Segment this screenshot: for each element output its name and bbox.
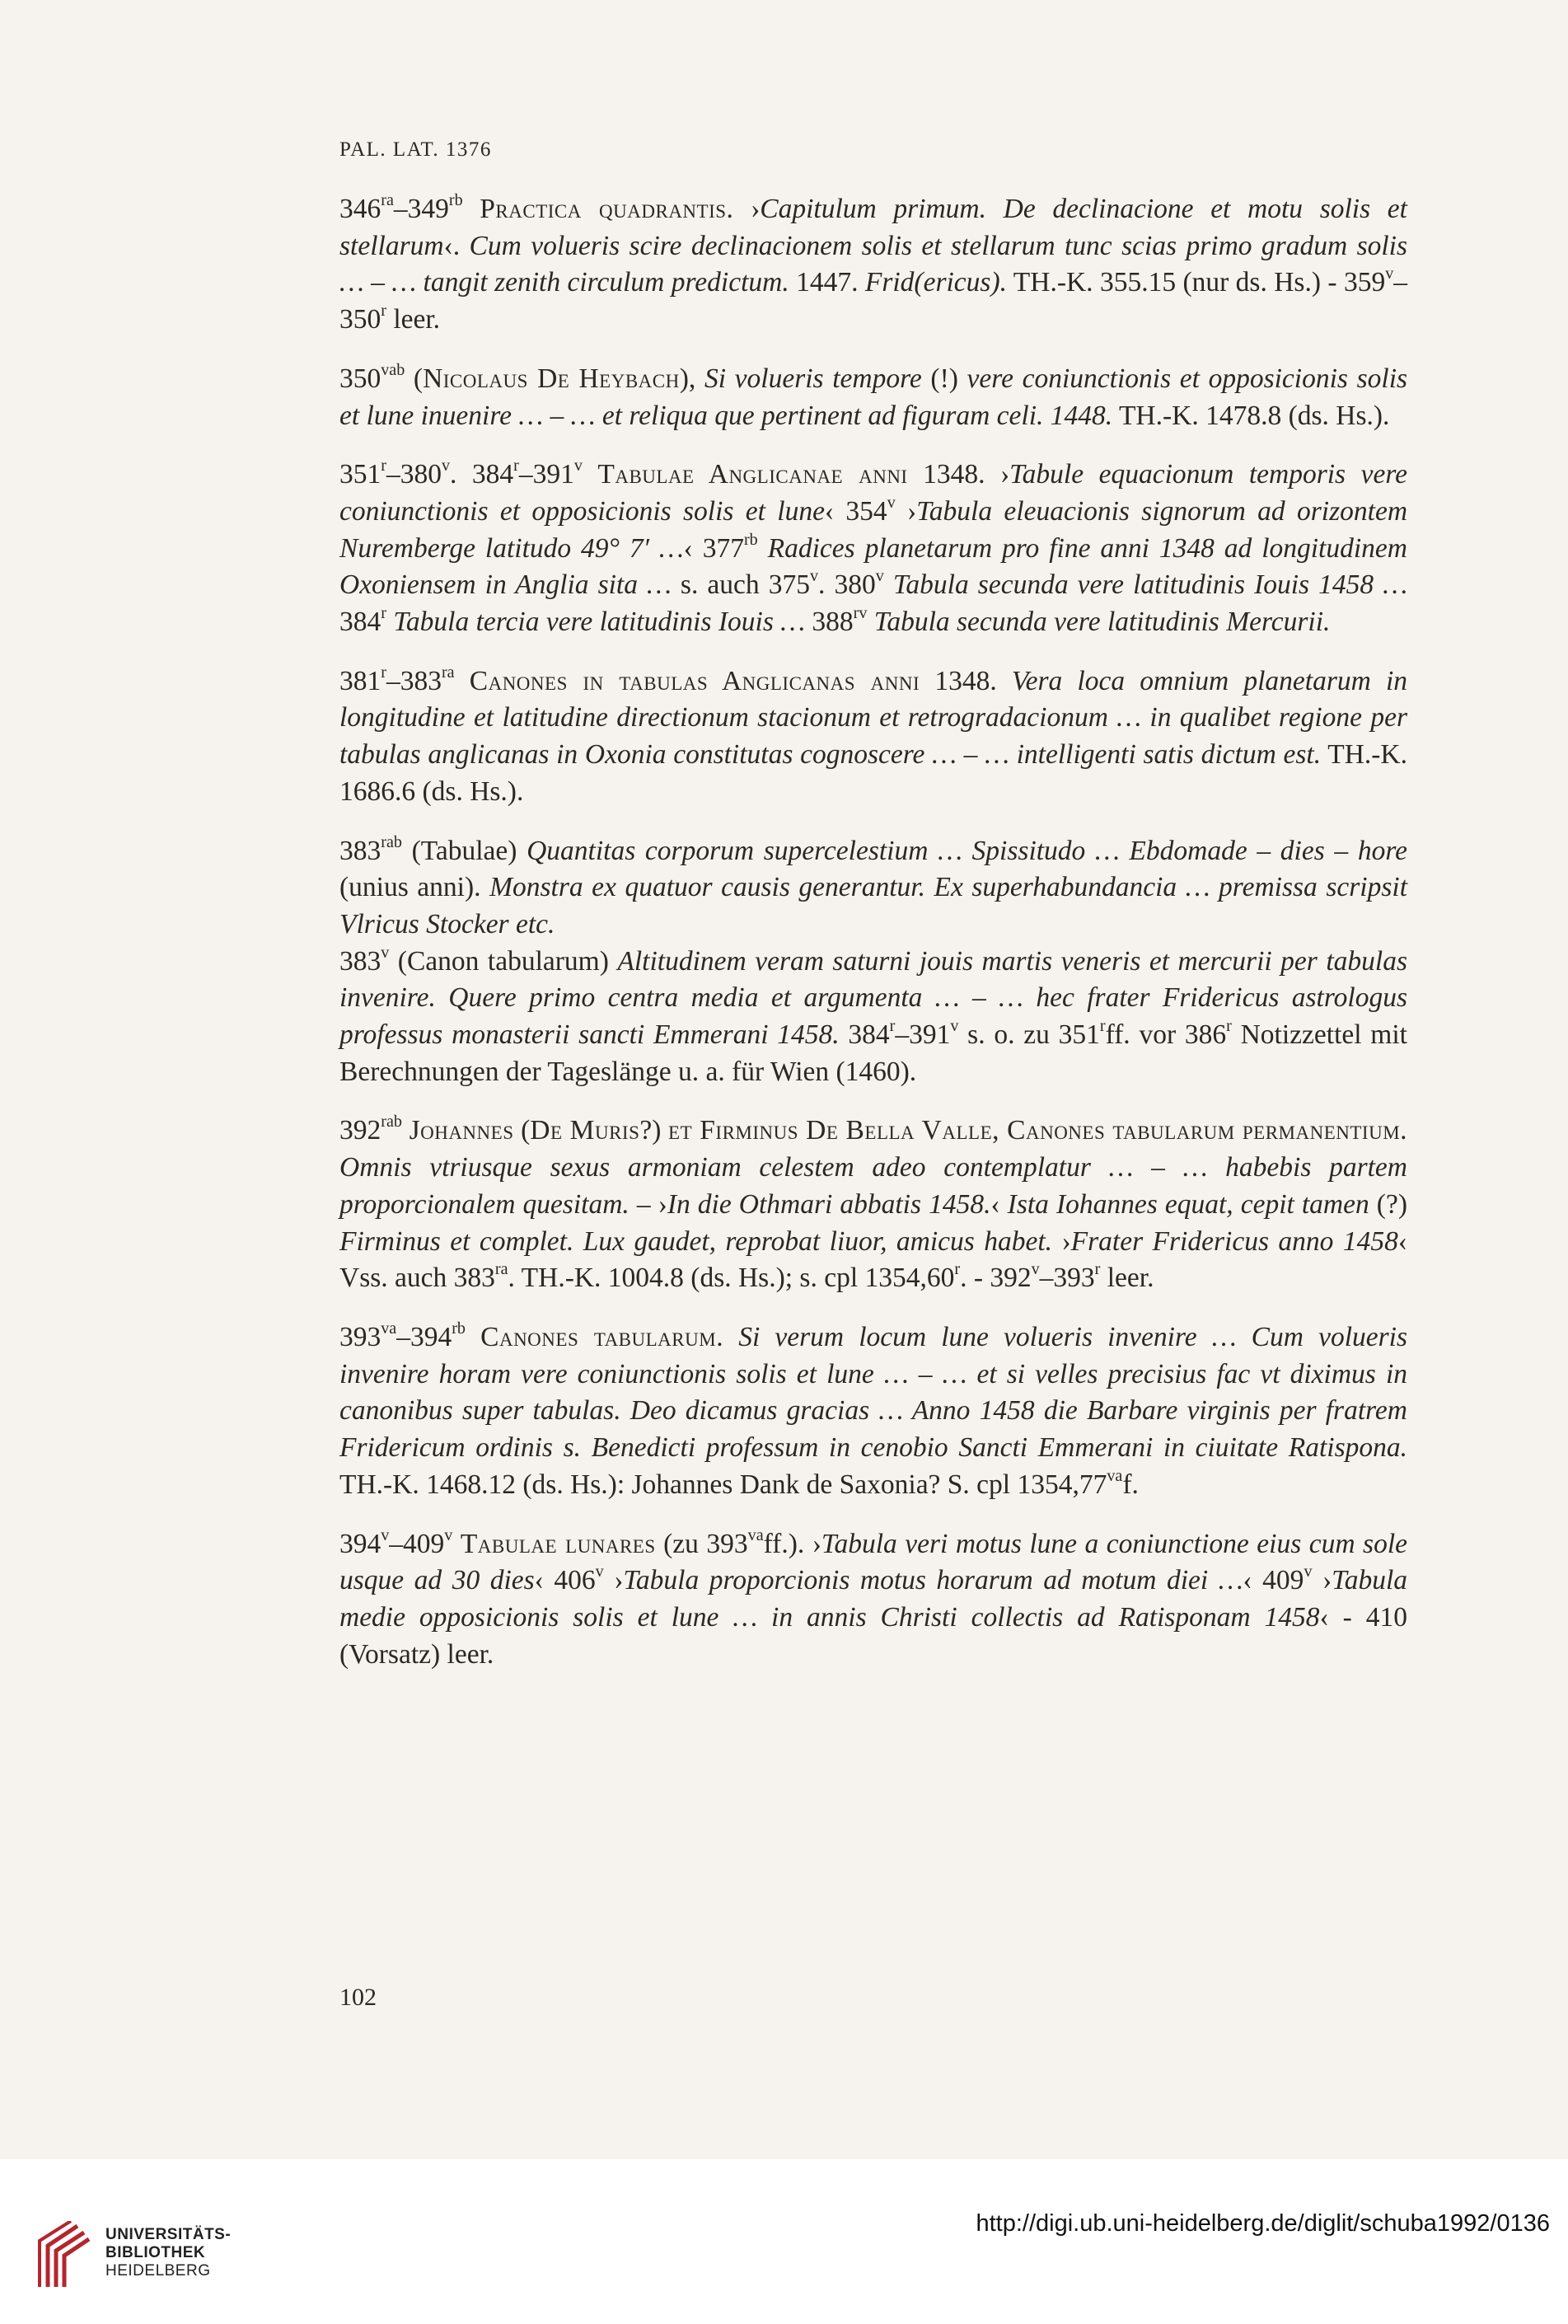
incipit-text: Ista Iohannes equat, cepit tamen (1007, 1188, 1369, 1220)
entry-text (723, 1322, 738, 1352)
entry-text (463, 194, 480, 224)
incipit-text: Tabula secunda vere latitudinis Iouis 1458 … (892, 569, 1408, 601)
catalog-entry (339, 191, 1407, 339)
incipit-text: Altitudinem veram saturni jouis martis veneris et mercurii per tabulas invenire. Quere primo centra media et argumenta … – … hec frater Fridericus astrologus professus monasterii sancti Emmerani 1458. (339, 945, 1407, 1051)
entry-text: TH.-K. 1468.12 (ds. Hs.): Johannes Dank de Saxonia? S. cpl 1354,77 (339, 1469, 1107, 1500)
incipit-text: Vera loca omnium planetarum in longitudine et latitudine directionum stacionum et retrogradacionum … in qualibet regione per tabulas anglicanas in Oxonia constitutas cognoscere … – … intelligenti satis dictum est. (339, 665, 1408, 771)
entry-text: 384 (339, 607, 381, 638)
entry-text (455, 666, 470, 696)
entry-text: 384 (839, 1019, 890, 1051)
entry-text: (zu 393 (655, 1528, 748, 1559)
entry-text: (!) (921, 363, 967, 394)
library-name-line1: UNIVERSITÄTS- (105, 2226, 232, 2243)
entry-text: ‹ 409 (1243, 1565, 1304, 1596)
catalog-entry (339, 1113, 1407, 1297)
folio-superscript: v (441, 457, 450, 476)
entry-text: – › (629, 1188, 667, 1220)
entry-text: ( (513, 1115, 531, 1146)
entry-text (583, 459, 598, 490)
entry-text: –391 (518, 459, 574, 490)
entry-text: ?) (639, 1115, 669, 1146)
entry-text: . 384 (450, 459, 514, 490)
entry-text: 383 (339, 835, 381, 866)
entry-text: TH.-K. 1686.6 (ds. Hs.). (339, 739, 1407, 807)
entry-text: 1447. (789, 267, 865, 298)
incipit-text: Frater Fridericus anno 1458 (1070, 1225, 1398, 1257)
entry-text: 388 (805, 607, 854, 638)
entry-text: s. auch 375 (671, 569, 810, 601)
entry-text (867, 607, 873, 637)
incipit-text: Tabula proporcionis motus horarum ad motum diei … (623, 1565, 1243, 1596)
entry-text (402, 1115, 410, 1146)
incipit-text: Frid(ericus). (864, 267, 1007, 298)
folio-superscript: ra (494, 1260, 508, 1279)
entry-text: › (1312, 1565, 1332, 1596)
catalog-text (339, 191, 1407, 1695)
catalog-entry (339, 833, 1407, 944)
folio-superscript: r (381, 603, 386, 622)
entry-text: (unius anni). (339, 872, 490, 903)
entry-text: 381 (339, 665, 381, 696)
folio-superscript: v (573, 457, 583, 476)
library-name-line2: BIBLIOTHEK (105, 2244, 206, 2261)
incipit-text: Tabula eleuacionis signorum ad orizontem Nuremberge latitudo 49° 7′ … (339, 495, 1408, 564)
entry-text (758, 533, 768, 564)
incipit-text: Firminus et complet. Lux gaudet, reprobat liuor, amicus habet. (339, 1225, 1053, 1257)
title-smallcaps: et Firminus De Bella Valle, Canones tabularum permanentium. (668, 1115, 1408, 1146)
incipit-text: Si verum locum lune volueris invenire … Cum volueris invenire horam vere coniunctionis solis et lune … – … et si velles precisius fac vt diximus in canonibus super tabulas. Deo dicamus gracias … Anno 1458 die Barbare virginis per fratrem Fridericum ordinis s. Benedicti professum in cenobio Sancti Emmerani in ciuitate Ratispona. (339, 1321, 1408, 1464)
folio-superscript: r (954, 1260, 961, 1279)
folio-superscript: r (1226, 1017, 1232, 1035)
entry-text: 393 (339, 1321, 381, 1352)
folio-superscript: va (747, 1525, 764, 1544)
catalog-entry (339, 1319, 1407, 1504)
folio-superscript: r (513, 457, 519, 476)
incipit-text: vere coniunctionis et opposicionis solis et lune inuenire … – … et reliqua que pertinent ad figuram celi. 1448. (339, 363, 1408, 431)
catalog-entry (339, 663, 1407, 811)
catalog-entry (339, 457, 1407, 641)
entry-text: 383 (339, 945, 381, 977)
entry-text: –350 (339, 267, 1407, 335)
entry-text: ‹ (990, 1188, 1008, 1220)
entry-text: ‹ 377 (683, 532, 744, 564)
entry-text: › (733, 194, 761, 224)
folio-superscript: v (1031, 1260, 1040, 1279)
entry-text: . 380 (818, 569, 876, 601)
folio-superscript: rab (381, 1113, 402, 1132)
incipit-text: Tabule equacionum temporis vere coniunctionis et opposicionis solis et lune (339, 459, 1407, 527)
entry-text: –391 (895, 1019, 951, 1051)
source-url-link[interactable]: http://digi.ub.uni-heidelberg.de/diglit/schuba1992/0136 (976, 2210, 1550, 2237)
incipit-text: Tabula tercia vere latitudinis Iouis … (393, 607, 806, 638)
entry-text: leer. (1100, 1263, 1154, 1294)
folio-superscript: rv (853, 603, 868, 622)
title-smallcaps: Tabulae lunares (460, 1528, 656, 1559)
incipit-text: Omnis vtriusque sexus armoniam celestem adeo contemplatur … – … habebis partem proporcionalem quesitam. (339, 1152, 1407, 1220)
entry-text: . - 392 (960, 1263, 1032, 1294)
entry-text: (Canon tabularum) (389, 945, 618, 977)
incipit-text: In die Othmari abbatis 1458. (667, 1188, 991, 1220)
incipit-text: Tabula secunda vere latitudinis Mercurii. (873, 607, 1331, 638)
folio-superscript: v (1385, 265, 1394, 283)
incipit-text: Tabula medie opposicionis solis et lune … in annis Christi collectis ad Ratisponam 1458 (339, 1565, 1408, 1633)
folio-superscript: v (875, 567, 884, 586)
folio-superscript: v (444, 1525, 453, 1544)
entry-text: –383 (386, 665, 442, 696)
title-smallcaps: Tabulae Anglicanae anni (597, 459, 908, 490)
catalog-entry (339, 944, 1407, 1091)
entry-text: s. o. zu 351 (958, 1019, 1100, 1051)
entry-text: › (1052, 1225, 1071, 1257)
entry-text: ‹ - 410 (Vorsatz) leer. (339, 1601, 1407, 1670)
incipit-text: Si volueris tempore (704, 363, 922, 394)
folio-superscript: va (1107, 1466, 1123, 1485)
entry-text: › (603, 1565, 624, 1596)
title-smallcaps: Nicolaus De Heybach (423, 363, 680, 394)
catalog-entry (339, 1526, 1407, 1674)
folio-superscript: rb (743, 530, 758, 549)
entry-text: Notizzettel mit Berechnungen der Tageslänge u. a. für Wien (1460). (339, 1019, 1407, 1087)
folio-superscript: v (381, 1525, 390, 1544)
folio-superscript: r (381, 302, 386, 321)
footer-bar (0, 2159, 1568, 2324)
incipit-text: Quantitas corporum supercelestium … Spissitudo … Ebdomade – dies – hore (527, 835, 1407, 866)
entry-text: 394 (339, 1528, 381, 1559)
entry-text: 346 (339, 194, 381, 224)
folio-superscript: rb (452, 1319, 466, 1338)
folio-superscript: r (381, 457, 386, 476)
page-number: 102 (339, 1984, 377, 2011)
entry-text: 1348. (920, 665, 1012, 696)
folio-superscript: r (889, 1017, 896, 1035)
folio-superscript: r (381, 663, 386, 682)
title-smallcaps: Canones tabularum. (480, 1321, 724, 1352)
entry-text: –349 (393, 194, 449, 224)
entry-text: (Tabulae) (401, 835, 527, 866)
entry-text: –394 (396, 1321, 452, 1352)
entry-text: leer. (386, 304, 441, 335)
entry-text: TH.-K. 1478.8 (ds. Hs.). (1112, 400, 1390, 431)
entry-text: 350 (339, 363, 381, 394)
folio-superscript: vab (381, 360, 405, 379)
entry-text: ff.). › (763, 1528, 821, 1559)
entry-text: ‹. (443, 230, 470, 261)
folio-superscript: va (381, 1319, 397, 1338)
entry-text: ff. vor 386 (1105, 1019, 1227, 1051)
entry-text: 392 (339, 1115, 381, 1146)
folio-superscript: r (1099, 1017, 1106, 1035)
folio-superscript: v (381, 943, 390, 962)
entry-text: ( (405, 363, 424, 394)
folio-superscript: r (1094, 1260, 1101, 1279)
incipit-text: Cum volueris scire declinacionem solis et stellarum tunc scias primo gradum solis … – … tangit zenith circulum predictum. (339, 230, 1408, 298)
folio-superscript: rb (448, 190, 463, 209)
entry-text: –393 (1039, 1263, 1095, 1294)
entry-text (452, 1529, 461, 1559)
folio-superscript: v (887, 493, 896, 512)
folio-superscript: v (809, 567, 819, 586)
library-name (105, 2226, 231, 2280)
entry-text: –409 (389, 1528, 445, 1559)
entry-text: (?) (1369, 1188, 1407, 1220)
entry-text: ), (679, 363, 704, 394)
entry-text: ‹ 354 (824, 495, 887, 527)
entry-text: TH.-K. 355.15 (nur ds. Hs.) - 359 (1007, 267, 1386, 298)
title-smallcaps: De Muris (530, 1115, 640, 1146)
incipit-text: Tabula veri motus lune a coniunctione eius cum sole usque ad 30 dies (339, 1528, 1407, 1596)
entry-text: 1348. › (907, 459, 1010, 490)
entry-text: 351 (339, 459, 381, 490)
running-header: PAL. LAT. 1376 (339, 138, 492, 161)
folio-superscript: rab (381, 832, 402, 851)
library-name-line3: HEIDELBERG (105, 2262, 211, 2279)
folio-superscript: v (595, 1563, 604, 1581)
folio-superscript: v (950, 1017, 959, 1035)
entry-text: . TH.-K. 1004.8 (ds. Hs.); s. cpl 1354,60 (508, 1263, 955, 1294)
title-smallcaps: Practica quadrantis. (480, 194, 734, 224)
entry-text: ‹ Vss. auch 383 (339, 1225, 1408, 1294)
entry-text: –380 (386, 459, 442, 490)
folio-superscript: v (1304, 1563, 1313, 1581)
catalog-entry (339, 361, 1407, 434)
library-logo-icon (36, 2221, 91, 2289)
entry-text: f. (1122, 1469, 1139, 1500)
incipit-text: Radices planetarum pro fine anni 1348 ad longitudinem Oxoniensem in Anglia sita … (339, 532, 1407, 601)
entry-text: › (895, 495, 917, 527)
title-smallcaps: Johannes (409, 1115, 514, 1146)
incipit-text: Capitulum primum. De declinacione et motu solis et stellarum (339, 194, 1407, 261)
folio-superscript: ra (441, 663, 455, 682)
entry-text (884, 569, 893, 600)
entry-text: ‹ 406 (534, 1565, 596, 1596)
entry-text (466, 1322, 480, 1352)
folio-superscript: ra (381, 190, 394, 209)
title-smallcaps: Canones in tabulas Anglicanas anni (469, 665, 920, 696)
incipit-text: Monstra ex quatuor causis generantur. Ex superhabundancia … premissa scripsit Vlricus Stocker etc. (339, 872, 1407, 939)
